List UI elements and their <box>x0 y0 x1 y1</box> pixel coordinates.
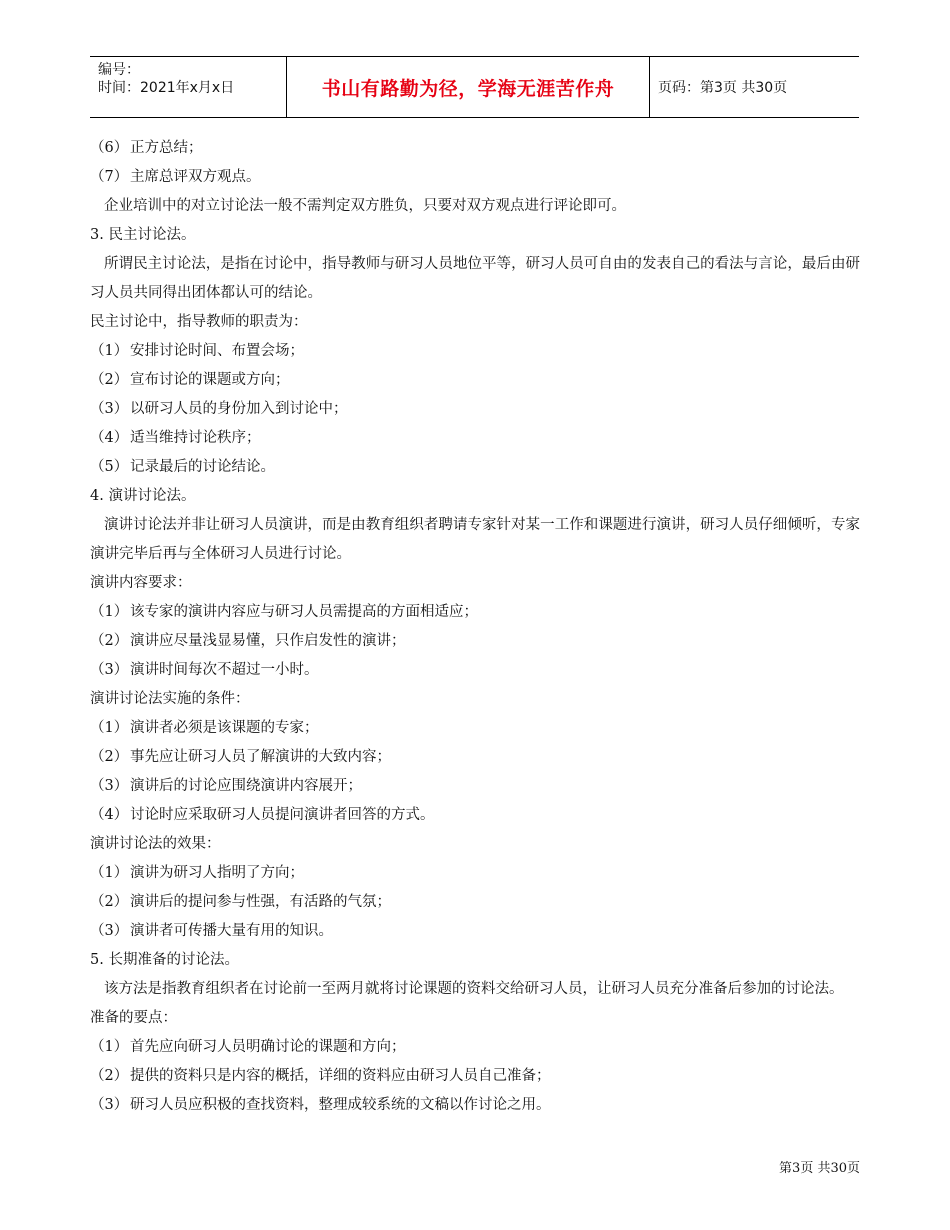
list-item-text: 提供的资料只是内容的概括，详细的资料应由研习人员自己准备； <box>130 1068 551 1084</box>
list-item-number: （1） <box>90 720 129 736</box>
section-heading: 3. 民主讨论法。 <box>90 227 196 243</box>
paragraph: 演讲讨论法并非让研习人员演讲，而是由教育组织者聘请专家针对某一工作和课题进行演讲，研习人员仔细倾听，专家演讲完毕后再与全体研习人员进行讨论。 <box>90 517 860 562</box>
list-item <box>90 163 860 192</box>
note-line: 企业培训中的对立讨论法一般不需判定双方胜负，只要对双方观点进行评论即可。 <box>104 198 626 214</box>
list-item-number: （3） <box>90 923 129 939</box>
list-item <box>90 337 860 366</box>
list-item-text: 事先应让研习人员了解演讲的大致内容； <box>130 749 391 765</box>
footer-page-info: 第3页 共30页 <box>779 1161 860 1176</box>
list-item <box>90 1033 860 1062</box>
list-item-number: （2） <box>90 894 129 910</box>
list-item-text: 宣布讨论的课题或方向； <box>130 372 290 388</box>
paragraph: 该方法是指教育组织者在讨论前一至两月就将讨论课题的资料交给研习人员，让研习人员充分准备后参加的讨论法。 <box>104 981 844 997</box>
header-page-cell <box>650 57 859 117</box>
date-label: 时间：2021年x月x日 <box>98 80 235 96</box>
list-item-number: （3） <box>90 778 129 794</box>
header-left-cell <box>90 57 286 117</box>
list-item-text: 演讲后的讨论应围绕演讲内容展开； <box>130 778 362 794</box>
list-item <box>90 714 860 743</box>
document-body <box>90 134 860 1120</box>
list-item <box>90 598 860 627</box>
section-heading: 5. 长期准备的讨论法。 <box>90 952 239 968</box>
list-item-number: （1） <box>90 343 129 359</box>
header-page-info: 页码：第3页 共30页 <box>658 80 788 96</box>
list-item-number: （1） <box>90 604 129 620</box>
list-item-text: 主席总评双方观点。 <box>130 169 261 185</box>
text-line: 演讲讨论法的效果： <box>90 836 221 852</box>
list-item-text: 演讲为研习人指明了方向； <box>130 865 304 881</box>
list-item <box>90 1091 860 1120</box>
list-item <box>90 656 860 685</box>
header-motto-cell <box>286 57 650 117</box>
list-item <box>90 627 860 656</box>
list-item-text: 讨论时应采取研习人员提问演讲者回答的方式。 <box>130 807 435 823</box>
section-heading: 4. 演讲讨论法。 <box>90 488 196 504</box>
list-item-text: 研习人员应积极的查找资料，整理成较系统的文稿以作讨论之用。 <box>130 1097 551 1113</box>
list-item <box>90 888 860 917</box>
list-item-text: 首先应向研习人员明确讨论的课题和方向； <box>130 1039 406 1055</box>
list-item-text: 安排讨论时间、布置会场； <box>130 343 304 359</box>
list-item <box>90 395 860 424</box>
list-item-number: （2） <box>90 372 129 388</box>
list-item-number: （7） <box>90 169 129 185</box>
serial-number-label: 编号： <box>98 62 140 78</box>
list-item-number: （2） <box>90 633 129 649</box>
list-item-number: （2） <box>90 749 129 765</box>
list-item <box>90 801 860 830</box>
list-item-number: （4） <box>90 430 129 446</box>
text-line: 民主讨论中，指导教师的职责为： <box>90 314 308 330</box>
list-item-text: 演讲者必须是该课题的专家； <box>130 720 319 736</box>
list-item <box>90 859 860 888</box>
list-item <box>90 453 860 482</box>
motto-text: 书山有路勤为径，学海无涯苦作舟 <box>321 77 615 100</box>
list-item-text: 演讲后的提问参与性强，有活路的气氛； <box>130 894 391 910</box>
list-item-number: （3） <box>90 401 129 417</box>
text-line: 演讲内容要求： <box>90 575 192 591</box>
paragraph: 所谓民主讨论法，是指在讨论中，指导教师与研习人员地位平等，研习人员可自由的发表自己的看法与言论，最后由研习人员共同得出团体都认可的结论。 <box>90 256 860 301</box>
list-item-number: （1） <box>90 1039 129 1055</box>
list-item-number: （3） <box>90 1097 129 1113</box>
list-item-number: （3） <box>90 662 129 678</box>
list-item-text: 演讲应尽量浅显易懂，只作启发性的演讲； <box>130 633 406 649</box>
list-item <box>90 424 860 453</box>
list-item-text: 以研习人员的身份加入到讨论中； <box>130 401 348 417</box>
document-header <box>90 56 859 118</box>
text-line: 准备的要点： <box>90 1010 177 1026</box>
list-item-number: （6） <box>90 140 129 156</box>
list-item-number: （4） <box>90 807 129 823</box>
list-item-text: 演讲时间每次不超过一小时。 <box>130 662 319 678</box>
list-item <box>90 917 860 946</box>
list-item <box>90 772 860 801</box>
page-footer <box>779 1157 860 1176</box>
list-item-text: 该专家的演讲内容应与研习人员需提高的方面相适应； <box>130 604 478 620</box>
list-item <box>90 1062 860 1091</box>
text-line: 演讲讨论法实施的条件： <box>90 691 250 707</box>
list-item-text: 适当维持讨论秩序； <box>130 430 261 446</box>
list-item-number: （1） <box>90 865 129 881</box>
list-item-text: 正方总结； <box>130 140 203 156</box>
list-item <box>90 366 860 395</box>
list-item-text: 演讲者可传播大量有用的知识。 <box>130 923 333 939</box>
list-item <box>90 134 860 163</box>
list-item-number: （2） <box>90 1068 129 1084</box>
list-item-number: （5） <box>90 459 129 475</box>
list-item <box>90 743 860 772</box>
list-item-text: 记录最后的讨论结论。 <box>130 459 275 475</box>
